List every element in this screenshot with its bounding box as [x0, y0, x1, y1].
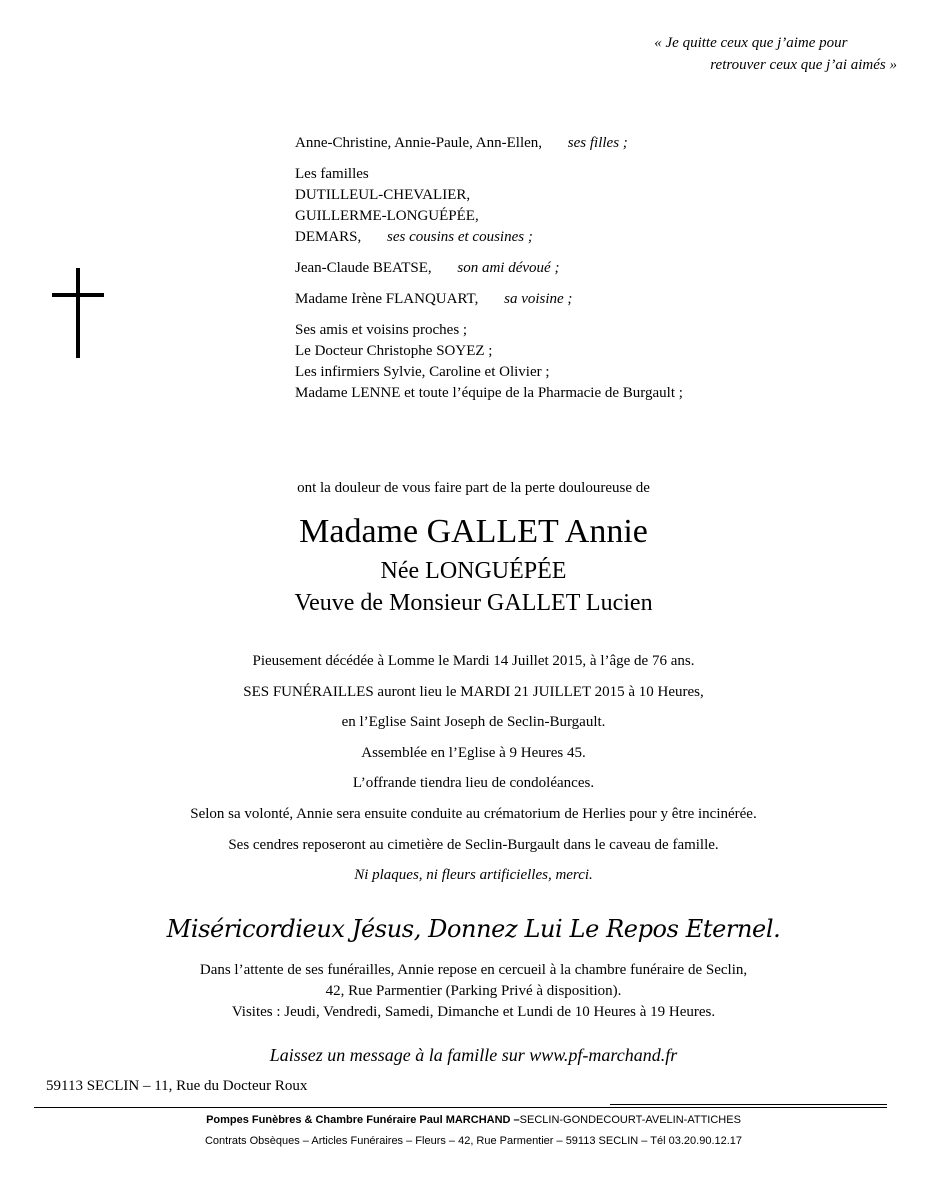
other-mourner: Le Docteur Christophe SOYEZ ; [295, 343, 493, 359]
repose-info [0, 960, 947, 1023]
message-link[interactable]: Laissez un message à la famille sur www.pf-marchand.fr [269, 1045, 678, 1065]
funeral-details [0, 646, 947, 891]
divider [34, 1107, 887, 1108]
others-group [295, 320, 915, 404]
footer-towns: SECLIN-GONDECOURT-AVELIN-ATTICHES [519, 1114, 741, 1126]
other-mourner: Ses amis et voisins proches ; [295, 322, 468, 338]
footer-company [0, 1114, 947, 1126]
detail-line: SES FUNÉRAILLES auront lieu le MARDI 21 JUILLET 2015 à 10 Heures, [243, 683, 704, 700]
footer-services: Contrats Obsèques – Articles Funéraires – Fleurs – 42, Rue Parmentier – 59113 SECLIN – Tél 03.20.90.12.17 [204, 1135, 743, 1147]
cousins-group [295, 164, 915, 248]
friend-relation: son ami dévoué ; [457, 260, 560, 276]
widow-of: Veuve de Monsieur GALLET Lucien [294, 590, 653, 616]
no-flowers-note: Ni plaques, ni fleurs artificielles, merci. [354, 867, 593, 884]
announcement-intro: ont la douleur de vous faire part de la perte douloureuse de [297, 480, 650, 496]
epigraph-line-2: retrouver ceux que j’ai aimés » [710, 57, 897, 73]
repose-line: 42, Rue Parmentier (Parking Privé à disposition). [325, 983, 622, 999]
neighbour-group [295, 289, 915, 310]
maiden-name: Née LONGUÉPÉE [380, 558, 567, 584]
cousins-intro: Les familles [295, 166, 369, 182]
footer-company-name: Pompes Funèbres & Chambre Funéraire Paul MARCHAND – [206, 1114, 520, 1126]
neighbour-relation: sa voisine ; [504, 291, 573, 307]
cousin-family: DEMARS, [295, 229, 362, 245]
detail-line: en l’Eglise Saint Joseph de Seclin-Burgault. [341, 714, 606, 731]
address: 59113 SECLIN – 11, Rue du Docteur Roux [46, 1078, 308, 1094]
epigraph-line-1: « Je quitte ceux que j’aime pour [654, 35, 848, 51]
family-list [295, 133, 915, 414]
neighbour-name: Madame Irène FLANQUART, [295, 291, 479, 307]
cousins-relation: ses cousins et cousines ; [387, 229, 533, 245]
friend-group [295, 258, 915, 279]
daughters-group [295, 133, 915, 154]
detail-line: L’offrande tiendra lieu de condoléances. [352, 775, 595, 792]
other-mourner: Les infirmiers Sylvie, Caroline et Olivier ; [295, 364, 550, 380]
other-mourner: Madame LENNE et toute l’équipe de la Pharmacie de Burgault ; [295, 385, 683, 401]
detail-line: Ses cendres reposeront au cimetière de Seclin-Burgault dans le caveau de famille. [228, 836, 719, 853]
daughters-names: Anne-Christine, Annie-Paule, Ann-Ellen, [295, 135, 543, 151]
cousin-family: DUTILLEUL-CHEVALIER, [295, 187, 471, 203]
detail-line: Assemblée en l’Eglise à 9 Heures 45. [361, 744, 586, 761]
detail-line: Selon sa volonté, Annie sera ensuite conduite au crématorium de Herlies pour y être incinérée. [190, 805, 757, 822]
divider [610, 1104, 887, 1105]
epigraph [654, 32, 897, 76]
repose-line: Visites : Jeudi, Vendredi, Samedi, Dimanche et Lundi de 10 Heures à 19 Heures. [231, 1004, 716, 1020]
cross-icon [52, 268, 104, 358]
detail-line: Pieusement décédée à Lomme le Mardi 14 Juillet 2015, à l’âge de 76 ans. [252, 653, 695, 669]
repose-line: Dans l’attente de ses funérailles, Annie repose en cercueil à la chambre funéraire de Seclin, [199, 962, 748, 978]
daughters-relation: ses filles ; [567, 135, 628, 151]
friend-name: Jean-Claude BEATSE, [295, 260, 432, 276]
deceased-name: Madame GALLET Annie [299, 513, 648, 550]
cousin-family: GUILLERME-LONGUÉPÉE, [295, 208, 479, 224]
prayer: Miséricordieux Jésus, Donnez Lui Le Repos Eternel. [166, 915, 781, 943]
